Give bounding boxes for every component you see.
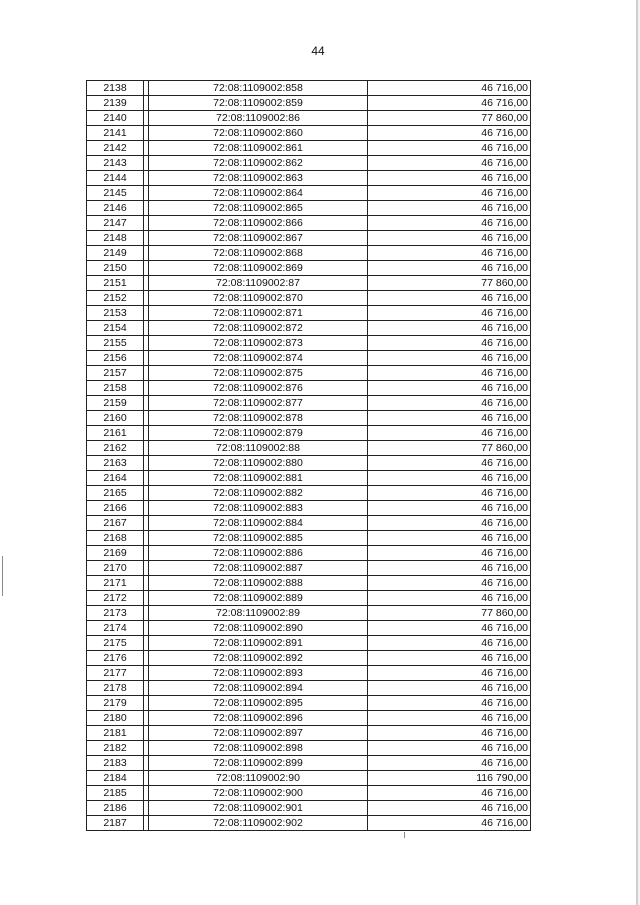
- cadastral-number-cell: 72:08:1109002:869: [149, 261, 368, 276]
- row-number-cell: 2187: [87, 816, 144, 831]
- cadastral-number-cell: 72:08:1109002:866: [149, 216, 368, 231]
- table-row: [87, 531, 531, 546]
- cadastral-value-cell: 46 716,00: [368, 96, 531, 111]
- row-number-cell: 2142: [87, 141, 144, 156]
- row-number-cell: 2146: [87, 201, 144, 216]
- table-row: [87, 441, 531, 456]
- cadastral-number-cell: 72:08:1109002:875: [149, 366, 368, 381]
- cadastral-value-cell: 46 716,00: [368, 201, 531, 216]
- cadastral-value-cell: 46 716,00: [368, 156, 531, 171]
- cadastral-value-cell: 46 716,00: [368, 336, 531, 351]
- table-row: [87, 711, 531, 726]
- table-row: [87, 396, 531, 411]
- cadastral-value-cell: 46 716,00: [368, 396, 531, 411]
- row-number-cell: 2139: [87, 96, 144, 111]
- cadastral-value-cell: 46 716,00: [368, 666, 531, 681]
- margin-mark: [2, 556, 3, 596]
- cadastral-value-cell: 46 716,00: [368, 546, 531, 561]
- table-row: [87, 381, 531, 396]
- table-row: [87, 486, 531, 501]
- row-number-cell: 2168: [87, 531, 144, 546]
- cadastral-value-cell: 46 716,00: [368, 231, 531, 246]
- cadastral-number-cell: 72:08:1109002:882: [149, 486, 368, 501]
- cadastral-number-cell: 72:08:1109002:899: [149, 756, 368, 771]
- cadastral-number-cell: 72:08:1109002:901: [149, 801, 368, 816]
- cadastral-number-cell: 72:08:1109002:874: [149, 351, 368, 366]
- table-row: [87, 516, 531, 531]
- cadastral-number-cell: 72:08:1109002:88: [149, 441, 368, 456]
- row-number-cell: 2170: [87, 561, 144, 576]
- table-row: [87, 306, 531, 321]
- cadastral-value-cell: 46 716,00: [368, 216, 531, 231]
- cadastral-value-cell: 46 716,00: [368, 81, 531, 96]
- table-row: [87, 336, 531, 351]
- cadastral-number-cell: 72:08:1109002:890: [149, 621, 368, 636]
- row-number-cell: 2153: [87, 306, 144, 321]
- cadastral-value-cell: 116 790,00: [368, 771, 531, 786]
- table-row: [87, 246, 531, 261]
- row-number-cell: 2184: [87, 771, 144, 786]
- table-row: [87, 576, 531, 591]
- row-number-cell: 2186: [87, 801, 144, 816]
- cadastral-number-cell: 72:08:1109002:871: [149, 306, 368, 321]
- row-number-cell: 2161: [87, 426, 144, 441]
- cadastral-value-cell: 46 716,00: [368, 186, 531, 201]
- row-number-cell: 2160: [87, 411, 144, 426]
- row-number-cell: 2152: [87, 291, 144, 306]
- row-number-cell: 2177: [87, 666, 144, 681]
- row-number-cell: 2155: [87, 336, 144, 351]
- table-row: [87, 636, 531, 651]
- cadastral-value-cell: 46 716,00: [368, 516, 531, 531]
- page-number: 44: [311, 44, 325, 58]
- table-row: [87, 351, 531, 366]
- row-number-cell: 2138: [87, 81, 144, 96]
- row-number-cell: 2148: [87, 231, 144, 246]
- row-number-cell: 2158: [87, 381, 144, 396]
- row-number-cell: 2140: [87, 111, 144, 126]
- cadastral-value-cell: 77 860,00: [368, 111, 531, 126]
- row-number-cell: 2163: [87, 456, 144, 471]
- row-number-cell: 2185: [87, 786, 144, 801]
- cadastral-value-cell: 46 716,00: [368, 261, 531, 276]
- table-row: [87, 141, 531, 156]
- cadastral-number-cell: 72:08:1109002:868: [149, 246, 368, 261]
- cadastral-number-cell: 72:08:1109002:893: [149, 666, 368, 681]
- cadastral-number-cell: 72:08:1109002:897: [149, 726, 368, 741]
- cadastral-value-cell: 46 716,00: [368, 171, 531, 186]
- cadastral-number-cell: 72:08:1109002:86: [149, 111, 368, 126]
- table-row: [87, 96, 531, 111]
- row-number-cell: 2149: [87, 246, 144, 261]
- cadastral-number-cell: 72:08:1109002:886: [149, 546, 368, 561]
- table-row: [87, 501, 531, 516]
- cadastral-number-cell: 72:08:1109002:878: [149, 411, 368, 426]
- cadastral-value-cell: 46 716,00: [368, 426, 531, 441]
- row-number-cell: 2164: [87, 471, 144, 486]
- table-row: [87, 126, 531, 141]
- table-row: [87, 546, 531, 561]
- cadastral-number-cell: 72:08:1109002:877: [149, 396, 368, 411]
- cadastral-value-cell: 77 860,00: [368, 441, 531, 456]
- cadastral-value-cell: 77 860,00: [368, 606, 531, 621]
- cadastral-number-cell: 72:08:1109002:90: [149, 771, 368, 786]
- cadastral-value-cell: 77 860,00: [368, 276, 531, 291]
- cadastral-value-cell: 46 716,00: [368, 576, 531, 591]
- cadastral-number-cell: 72:08:1109002:898: [149, 741, 368, 756]
- cadastral-number-cell: 72:08:1109002:862: [149, 156, 368, 171]
- cadastral-value-cell: 46 716,00: [368, 531, 531, 546]
- table-row: [87, 771, 531, 786]
- cadastral-value-cell: 46 716,00: [368, 711, 531, 726]
- row-number-cell: 2159: [87, 396, 144, 411]
- table-row: [87, 621, 531, 636]
- cadastral-number-cell: 72:08:1109002:887: [149, 561, 368, 576]
- row-number-cell: 2141: [87, 126, 144, 141]
- table-row: [87, 201, 531, 216]
- cadastral-value-cell: 46 716,00: [368, 366, 531, 381]
- cadastral-value-cell: 46 716,00: [368, 306, 531, 321]
- row-number-cell: 2150: [87, 261, 144, 276]
- cadastral-value-cell: 46 716,00: [368, 126, 531, 141]
- row-number-cell: 2179: [87, 696, 144, 711]
- row-number-cell: 2182: [87, 741, 144, 756]
- cadastral-number-cell: 72:08:1109002:900: [149, 786, 368, 801]
- cadastral-number-cell: 72:08:1109002:861: [149, 141, 368, 156]
- cadastral-value-cell: 46 716,00: [368, 141, 531, 156]
- row-number-cell: 2171: [87, 576, 144, 591]
- table-row: [87, 741, 531, 756]
- row-number-cell: 2167: [87, 516, 144, 531]
- table-row: [87, 81, 531, 96]
- cadastral-value-cell: 46 716,00: [368, 321, 531, 336]
- cadastral-number-cell: 72:08:1109002:865: [149, 201, 368, 216]
- table-row: [87, 366, 531, 381]
- cadastral-number-cell: 72:08:1109002:889: [149, 591, 368, 606]
- cadastral-number-cell: 72:08:1109002:860: [149, 126, 368, 141]
- table-row: [87, 651, 531, 666]
- table-row: [87, 666, 531, 681]
- row-number-cell: 2173: [87, 606, 144, 621]
- cadastral-number-cell: 72:08:1109002:867: [149, 231, 368, 246]
- cadastral-number-cell: 72:08:1109002:896: [149, 711, 368, 726]
- row-number-cell: 2176: [87, 651, 144, 666]
- cadastral-value-cell: 46 716,00: [368, 561, 531, 576]
- table-row: [87, 696, 531, 711]
- row-number-cell: 2144: [87, 171, 144, 186]
- margin-mark: [404, 832, 405, 838]
- row-number-cell: 2154: [87, 321, 144, 336]
- cadastral-number-cell: 72:08:1109002:883: [149, 501, 368, 516]
- cadastral-number-cell: 72:08:1109002:892: [149, 651, 368, 666]
- row-number-cell: 2172: [87, 591, 144, 606]
- cadastral-value-cell: 46 716,00: [368, 471, 531, 486]
- cadastral-number-cell: 72:08:1109002:89: [149, 606, 368, 621]
- cadastral-value-cell: 46 716,00: [368, 246, 531, 261]
- row-number-cell: 2175: [87, 636, 144, 651]
- table-row: [87, 756, 531, 771]
- cadastral-value-cell: 46 716,00: [368, 591, 531, 606]
- cadastral-number-cell: 72:08:1109002:870: [149, 291, 368, 306]
- table-row: [87, 321, 531, 336]
- table-row: [87, 456, 531, 471]
- cadastral-value-cell: 46 716,00: [368, 621, 531, 636]
- table-row: [87, 276, 531, 291]
- cadastral-number-cell: 72:08:1109002:881: [149, 471, 368, 486]
- cadastral-value-cell: 46 716,00: [368, 786, 531, 801]
- row-number-cell: 2162: [87, 441, 144, 456]
- cadastral-value-cell: 46 716,00: [368, 726, 531, 741]
- table-row: [87, 681, 531, 696]
- cadastral-number-cell: 72:08:1109002:888: [149, 576, 368, 591]
- cadastral-number-cell: 72:08:1109002:876: [149, 381, 368, 396]
- cadastral-value-cell: 46 716,00: [368, 456, 531, 471]
- table-row: [87, 816, 531, 831]
- table-row: [87, 156, 531, 171]
- row-number-cell: 2156: [87, 351, 144, 366]
- cadastral-value-table: [86, 80, 531, 831]
- row-number-cell: 2180: [87, 711, 144, 726]
- table-row: [87, 291, 531, 306]
- table-body: [87, 81, 531, 831]
- cadastral-value-cell: 46 716,00: [368, 291, 531, 306]
- cadastral-number-cell: 72:08:1109002:879: [149, 426, 368, 441]
- row-number-cell: 2147: [87, 216, 144, 231]
- cadastral-value-cell: 46 716,00: [368, 411, 531, 426]
- cadastral-value-cell: 46 716,00: [368, 756, 531, 771]
- table-row: [87, 726, 531, 741]
- cadastral-value-cell: 46 716,00: [368, 801, 531, 816]
- row-number-cell: 2157: [87, 366, 144, 381]
- row-number-cell: 2181: [87, 726, 144, 741]
- table-row: [87, 261, 531, 276]
- row-number-cell: 2166: [87, 501, 144, 516]
- cadastral-number-cell: 72:08:1109002:864: [149, 186, 368, 201]
- cadastral-value-cell: 46 716,00: [368, 681, 531, 696]
- row-number-cell: 2169: [87, 546, 144, 561]
- row-number-cell: 2178: [87, 681, 144, 696]
- cadastral-number-cell: 72:08:1109002:863: [149, 171, 368, 186]
- table-row: [87, 801, 531, 816]
- cadastral-value-cell: 46 716,00: [368, 501, 531, 516]
- table-row: [87, 216, 531, 231]
- table-row: [87, 786, 531, 801]
- row-number-cell: 2143: [87, 156, 144, 171]
- cadastral-value-cell: 46 716,00: [368, 486, 531, 501]
- table-row: [87, 561, 531, 576]
- cadastral-number-cell: 72:08:1109002:895: [149, 696, 368, 711]
- row-number-cell: 2165: [87, 486, 144, 501]
- cadastral-number-cell: 72:08:1109002:885: [149, 531, 368, 546]
- cadastral-value-cell: 46 716,00: [368, 696, 531, 711]
- cadastral-number-cell: 72:08:1109002:902: [149, 816, 368, 831]
- cadastral-value-cell: 46 716,00: [368, 741, 531, 756]
- cadastral-value-cell: 46 716,00: [368, 351, 531, 366]
- row-number-cell: 2145: [87, 186, 144, 201]
- row-number-cell: 2151: [87, 276, 144, 291]
- cadastral-number-cell: 72:08:1109002:891: [149, 636, 368, 651]
- cadastral-value-cell: 46 716,00: [368, 636, 531, 651]
- cadastral-number-cell: 72:08:1109002:859: [149, 96, 368, 111]
- cadastral-number-cell: 72:08:1109002:87: [149, 276, 368, 291]
- cadastral-number-cell: 72:08:1109002:873: [149, 336, 368, 351]
- cadastral-number-cell: 72:08:1109002:858: [149, 81, 368, 96]
- cadastral-number-cell: 72:08:1109002:894: [149, 681, 368, 696]
- cadastral-number-cell: 72:08:1109002:872: [149, 321, 368, 336]
- table-row: [87, 186, 531, 201]
- cadastral-value-cell: 46 716,00: [368, 651, 531, 666]
- table-row: [87, 471, 531, 486]
- cadastral-value-cell: 46 716,00: [368, 381, 531, 396]
- table-row: [87, 426, 531, 441]
- table-row: [87, 411, 531, 426]
- cadastral-value-cell: 46 716,00: [368, 816, 531, 831]
- table-row: [87, 111, 531, 126]
- table-row: [87, 606, 531, 621]
- table-row: [87, 171, 531, 186]
- row-number-cell: 2183: [87, 756, 144, 771]
- table-row: [87, 231, 531, 246]
- row-number-cell: 2174: [87, 621, 144, 636]
- cadastral-number-cell: 72:08:1109002:880: [149, 456, 368, 471]
- cadastral-number-cell: 72:08:1109002:884: [149, 516, 368, 531]
- table-row: [87, 591, 531, 606]
